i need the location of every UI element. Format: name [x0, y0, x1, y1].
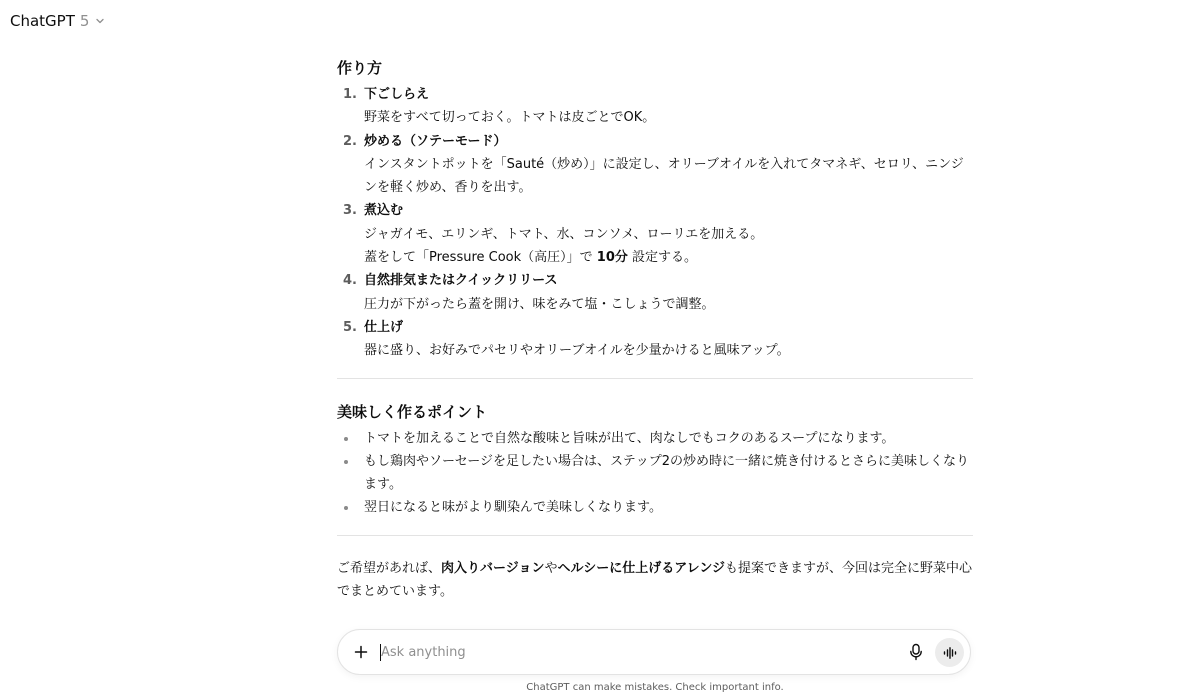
- closing-text: や: [544, 560, 558, 576]
- pressure-prefix: 蓋をして「Pressure Cook（高圧）」で: [364, 250, 597, 266]
- step-item: [337, 130, 973, 200]
- assistant-message: [337, 56, 973, 603]
- closing-bold: ヘルシーに仕上げるアレンジ: [557, 560, 726, 576]
- step-number: 4.: [343, 273, 357, 289]
- microphone-icon: [909, 643, 923, 661]
- step-text-pressure: [364, 246, 973, 269]
- closing-bold: 肉入りバージョン: [441, 560, 545, 576]
- disclaimer-text: ChatGPT can make mistakes. Check important info.: [526, 682, 784, 693]
- bullet-dot: [344, 460, 348, 464]
- step-title: 自然排気またはクイックリリース: [364, 273, 558, 289]
- closing-text: ご希望があれば、: [337, 560, 442, 576]
- closing-paragraph: [337, 557, 973, 604]
- chevron-down-icon: [95, 16, 105, 26]
- section-divider: [337, 535, 973, 536]
- step-title: 煮込む: [364, 203, 404, 219]
- point-text: 翌日になると味がより馴染んで美味しくなります。: [364, 500, 662, 516]
- plus-icon: [353, 644, 369, 660]
- point-item: [337, 450, 973, 497]
- pressure-time: 10分: [596, 250, 628, 266]
- steps-heading: 作り方: [337, 59, 383, 77]
- model-selector[interactable]: [10, 10, 105, 32]
- bullet-dot: [344, 506, 348, 510]
- steps-list: [337, 83, 973, 363]
- step-item: [337, 83, 973, 130]
- step-text: 圧力が下がったら蓋を開け、味をみて塩・こしょうで調整。: [364, 296, 715, 312]
- app-name: ChatGPT: [10, 12, 75, 30]
- voice-waveform-icon: [943, 647, 957, 659]
- step-title: 炒める（ソテーモード）: [364, 133, 507, 149]
- step-item: [337, 269, 973, 316]
- dictate-button[interactable]: [906, 642, 926, 662]
- section-divider: [337, 378, 973, 379]
- prompt-input[interactable]: [381, 640, 851, 664]
- closing-text: も提案できますが、今回は完全に野菜中心でまとめています。: [337, 560, 973, 600]
- point-text: トマトを加えることで自然な酸味と旨味が出て、肉なしでもコクのあるスープになります。: [364, 430, 895, 446]
- step-text: 器に盛り、お好みでパセリやオリーブオイルを少量かけると風味アップ。: [364, 343, 790, 359]
- step-item: [337, 199, 973, 269]
- voice-mode-button[interactable]: [935, 638, 964, 667]
- model-version: 5: [79, 12, 90, 30]
- step-number: 2.: [343, 133, 357, 149]
- point-item: [337, 496, 973, 519]
- step-text: ジャガイモ、エリンギ、トマト、水、コンソメ、ローリエを加える。: [364, 226, 764, 242]
- attach-button[interactable]: [350, 641, 372, 663]
- points-list: [337, 427, 973, 520]
- pressure-suffix: 設定する。: [627, 250, 698, 266]
- step-number: 3.: [343, 203, 357, 219]
- bullet-dot: [344, 437, 348, 441]
- point-item: [337, 427, 973, 450]
- step-number: 5.: [343, 319, 357, 335]
- points-heading: 美味しく作るポイント: [337, 402, 488, 421]
- step-number: 1.: [343, 87, 357, 102]
- composer: [337, 629, 971, 675]
- step-title: 下ごしらえ: [364, 87, 430, 102]
- step-text: インスタントポットを「Sauté（炒め）」に設定し、オリーブオイルを入れてタマネギ、セロリ、ニンジンを軽く炒め、香りを出す。: [364, 156, 964, 196]
- point-text: もし鶏肉やソーセージを足したい場合は、ステップ2の炒め時に一緒に焼き付けるとさらに美味しくなります。: [364, 453, 969, 493]
- step-title: 仕上げ: [364, 319, 404, 335]
- step-text: 野菜をすべて切っておく。トマトは皮ごとでOK。: [364, 110, 656, 126]
- step-item: [337, 316, 973, 363]
